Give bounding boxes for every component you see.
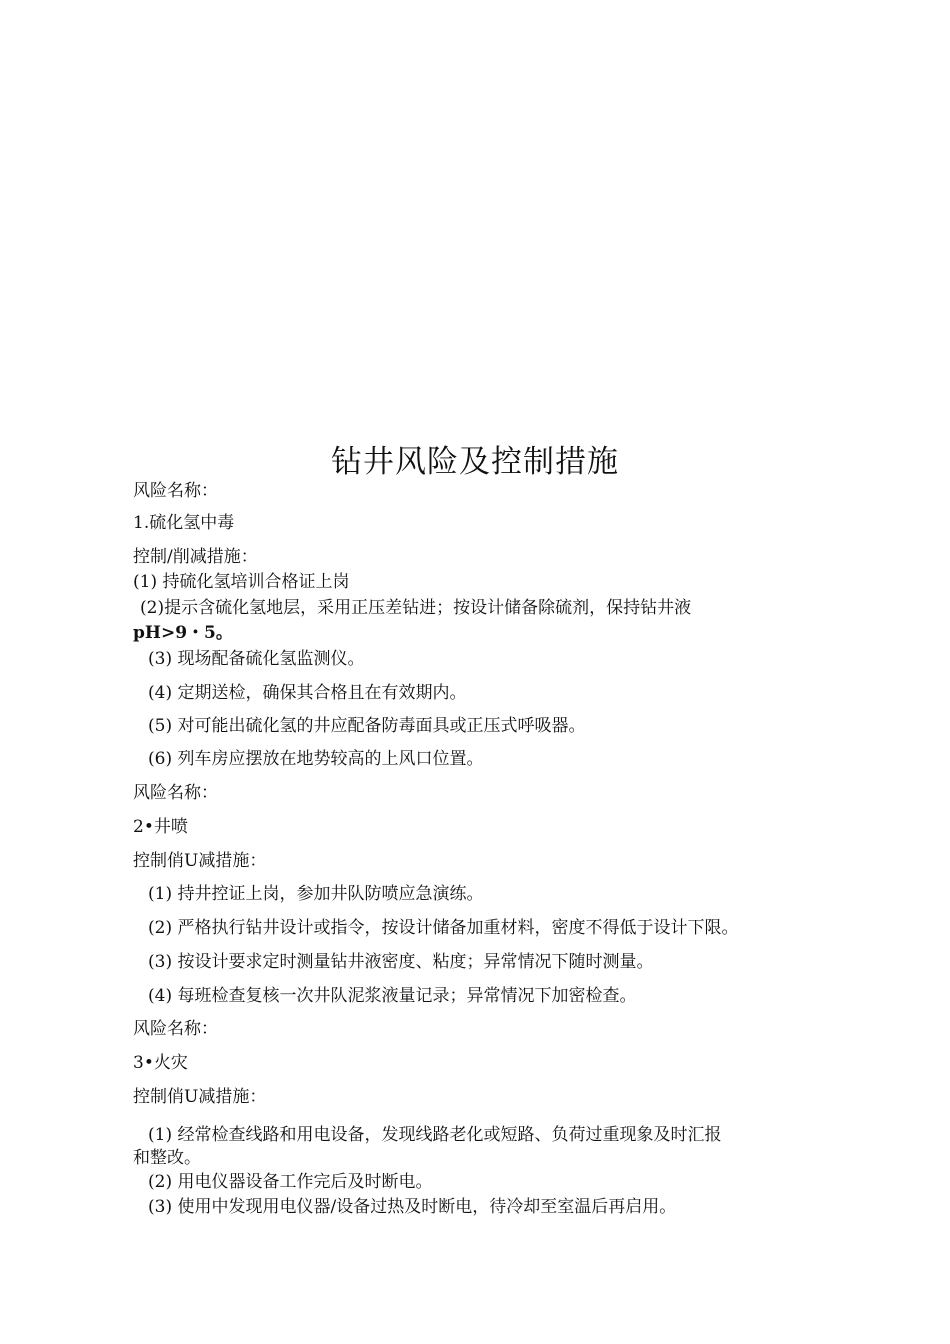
measure-item: (6) 列车房应摆放在地势较高的上风口位置。 bbox=[148, 749, 484, 769]
measure-item: (2) 用电仪器设备工作完后及时断电。 bbox=[148, 1172, 433, 1192]
measure-item: (4) 定期送检，确保其合格且在有效期内。 bbox=[148, 683, 467, 703]
control-label: 控制俏U减措施： bbox=[133, 851, 267, 871]
measure-item: (5) 对可能出硫化氢的井应配备防毒面具或正压式呼吸器。 bbox=[148, 716, 586, 736]
risk-name: 1.硫化氢中毒 bbox=[133, 513, 235, 533]
control-label: 控制俏U减措施： bbox=[133, 1087, 267, 1107]
measure-item: (1) 经常检查线路和用电设备，发现线路老化或短路、负荷过重现象及时汇报 bbox=[148, 1125, 722, 1145]
control-label: 控制/削减措施： bbox=[133, 547, 258, 567]
measure-item: (2) 严格执行钻井设计或指令，按设计储备加重材料，密度不得低于设计下限。 bbox=[148, 918, 739, 938]
measure-item: (2)提示含硫化氢地层，采用正压差钻进；按设计储备除硫剂，保持钻井液 bbox=[140, 598, 692, 618]
measure-item: (1) 持硫化氢培训合格证上岗 bbox=[133, 572, 350, 592]
risk-label: 风险名称： bbox=[133, 783, 218, 803]
measure-item: (3) 按设计要求定时测量钻井液密度、粘度；异常情况下随时测量。 bbox=[148, 952, 654, 972]
risk-label: 风险名称： bbox=[133, 1019, 218, 1039]
measure-item: (3) 使用中发现用电仪器/设备过热及时断电，待冷却至室温后再启用。 bbox=[148, 1197, 677, 1217]
risk-label: 风险名称： bbox=[133, 481, 218, 501]
risk-name: 2•井喷 bbox=[133, 817, 188, 837]
page-title: 钻井风险及控制措施 bbox=[331, 444, 619, 480]
measure-item: (4) 每班检查复核一次井队泥浆液量记录；异常情况下加密检查。 bbox=[148, 986, 637, 1006]
risk-name: 3•火灾 bbox=[133, 1053, 188, 1073]
measure-item: pH>9・5。 bbox=[133, 623, 233, 643]
measure-item: (1) 持井控证上岗，参加井队防喷应急演练。 bbox=[148, 884, 484, 904]
measure-item: 和整改。 bbox=[133, 1148, 201, 1168]
measure-item: (3) 现场配备硫化氢监测仪。 bbox=[148, 649, 365, 669]
